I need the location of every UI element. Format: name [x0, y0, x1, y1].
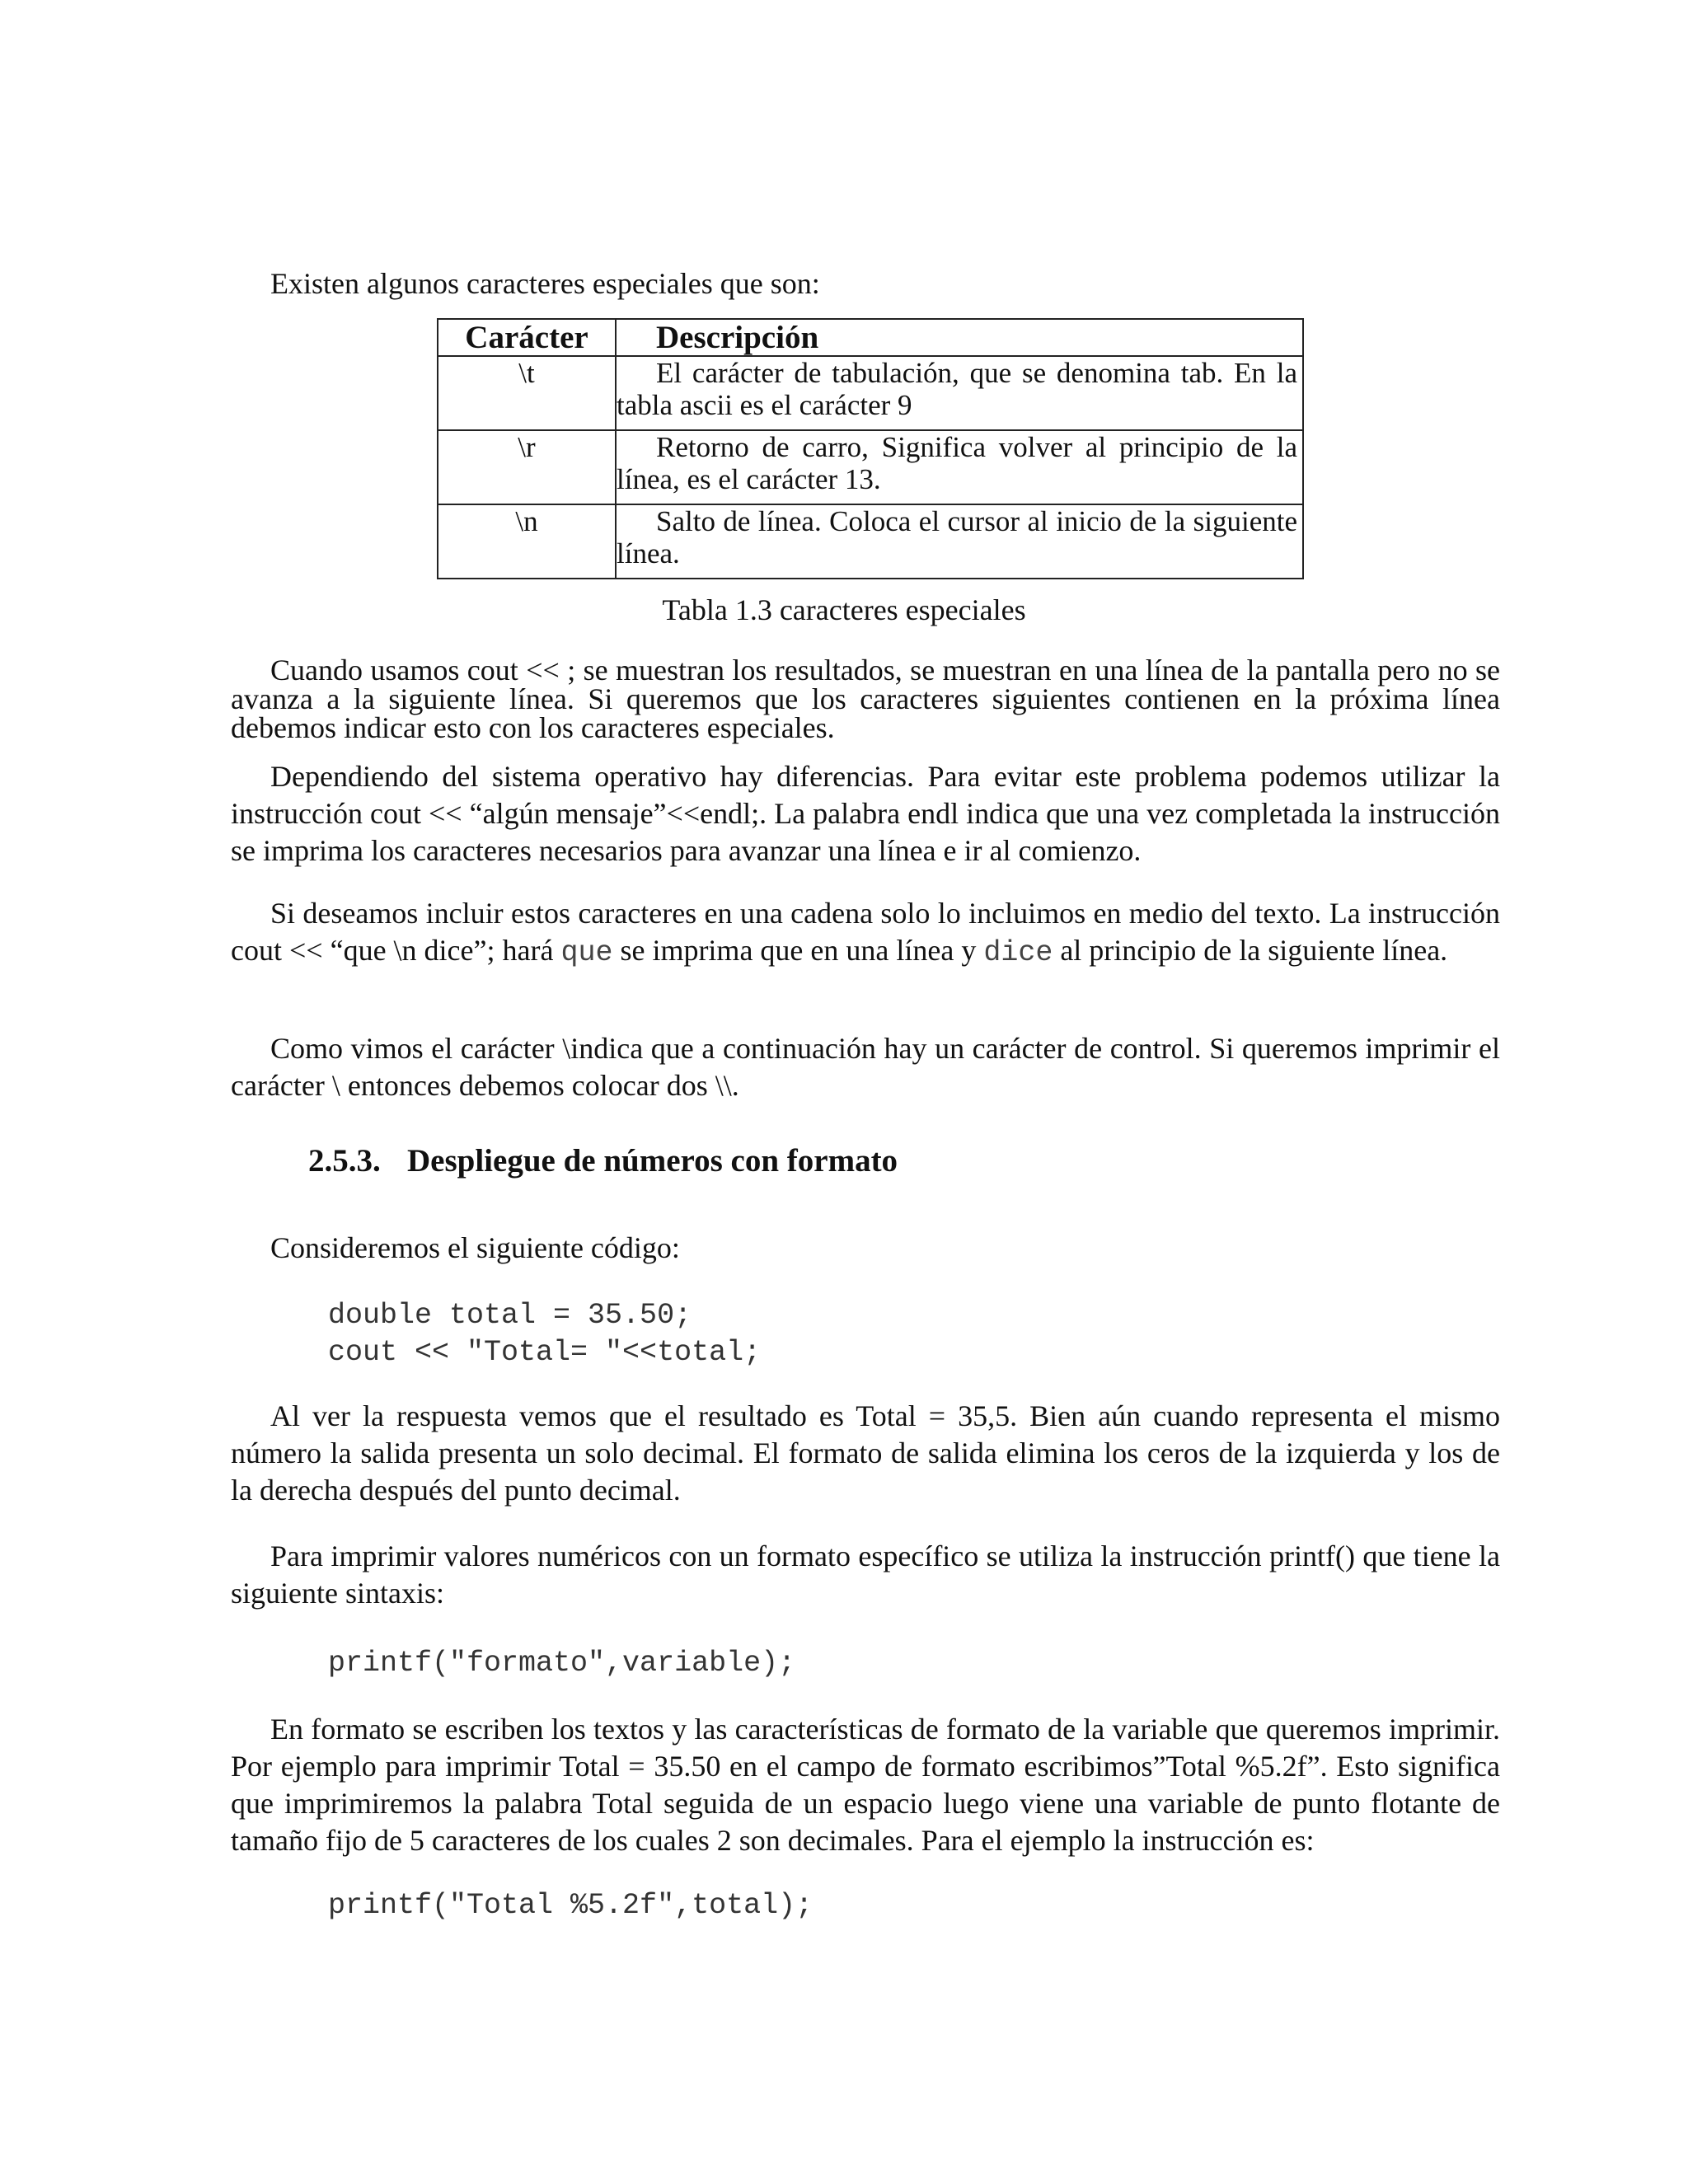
paragraph-text: al principio de la siguiente línea.: [1053, 934, 1448, 967]
paragraph-endl: Dependiendo del sistema operativo hay diferencias. Para evitar este problema podemos utilizar la instrucción cout << “algún mensaje”<<endl;. La palabra endl indica que una vez completada la instrucción se imprima los caracteres necesarios para avanzar una línea e ir al comienzo.: [231, 760, 1500, 867]
paragraph-format-explanation: En formato se escriben los textos y las características de formato de la variable que queremos imprimir. Por ejemplo para imprimir Total = 35.50 en el campo de formato escribimos”Total %5.2f”. Esto significa que imprimiremos la palabra Total seguida de un espacio luego viene una variable de punto flotante de tamaño fijo de 5 caracteres de los cuales 2 son decimales. Para el ejemplo la instrucción es:: [231, 1713, 1500, 1857]
character-cell: \t: [438, 356, 616, 430]
inline-code-que: que: [560, 936, 613, 969]
table-row: [438, 356, 1303, 430]
section-heading: [308, 1141, 898, 1182]
paragraph-text: Si deseamos incluir estos caracteres en una cadena solo lo incluimos en medio del texto. La instrucción cout << “que \n dice”; hará: [231, 897, 1500, 967]
code-block-double: double total = 35.50; cout << "Total= "<<total;: [328, 1299, 762, 1369]
description-cell: Retorno de carro, Significa volver al principio de la línea, es el carácter 13.: [616, 430, 1303, 504]
header-character: Carácter: [438, 319, 616, 356]
description-cell: Salto de línea. Coloca el cursor al inicio de la siguiente línea.: [616, 504, 1303, 579]
table-caption: Tabla 1.3 caracteres especiales: [662, 593, 1026, 626]
description-cell: El carácter de tabulación, que se denomina tab. En la tabla ascii es el carácter 9: [616, 356, 1303, 430]
inline-code-dice: dice: [983, 936, 1053, 969]
paragraph-backslash: Como vimos el carácter \indica que a continuación hay un carácter de control. Si queremos imprimir el carácter \ entonces debemos colocar dos \\.: [231, 1032, 1500, 1102]
code-block-printf-syntax: printf("formato",variable);: [328, 1647, 796, 1680]
paragraph-output: Al ver la respuesta vemos que el resultado es Total = 35,5. Bien aún cuando representa el mismo número la salida presenta un solo decimal. El formato de salida elimina los ceros de la izquierda y los de la derecha después del punto decimal.: [231, 1399, 1500, 1507]
intro-text: Existen algunos caracteres especiales que son:: [270, 267, 820, 300]
code-block-printf-example: printf("Total %5.2f",total);: [328, 1889, 814, 1922]
section-number: 2.5.3.: [308, 1143, 381, 1179]
table-row: [438, 504, 1303, 579]
table-row: [438, 430, 1303, 504]
paragraph-printf: Para imprimir valores numéricos con un formato específico se utiliza la instrucción printf() que tiene la siguiente sintaxis:: [231, 1540, 1500, 1610]
paragraph-text: se imprima que en una línea y: [612, 934, 984, 967]
character-cell: \n: [438, 504, 616, 579]
section-title: Despliegue de números con formato: [407, 1143, 898, 1179]
character-cell: \r: [438, 430, 616, 504]
paragraph-cout: Cuando usamos cout << ; se muestran los resultados, se muestran en una línea de la pantalla pero no se avanza a la siguiente línea. Si queremos que los caracteres siguientes contienen en la próxima línea debemos indicar esto con los caracteres especiales.: [231, 654, 1500, 744]
paragraph-consider: Consideremos el siguiente código:: [270, 1231, 680, 1264]
special-characters-table: [437, 318, 1304, 579]
table-header-row: [438, 319, 1303, 356]
paragraph-escape-in-string: [231, 895, 1500, 972]
header-description: Descripción: [616, 319, 1303, 356]
